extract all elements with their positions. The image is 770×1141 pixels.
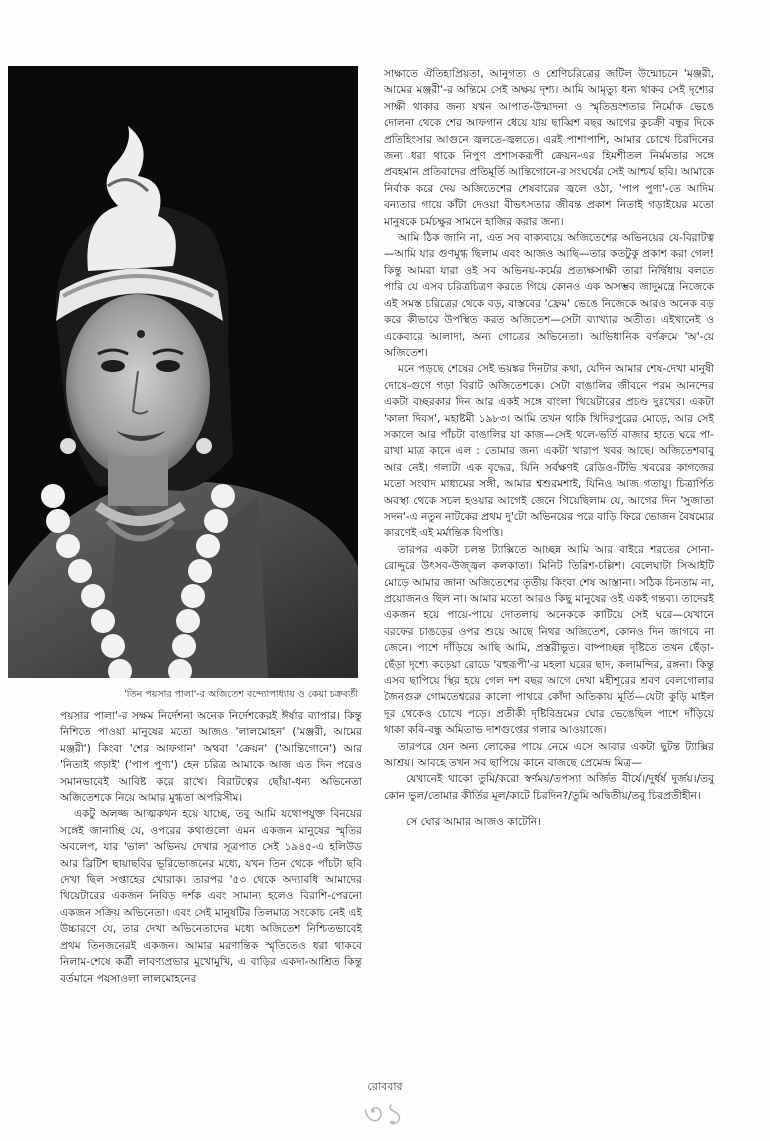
poem-quote: যেখানেই থাকো তুমি/করো স্বর্ণময়/তপস্যা অর্জিত বীর্যে।/দুর্ধর্ষ দুর্জয়।/তবু কোন ভুল/তোমার কীর্তির মূল/কাটে চিরদিন?/তুমি অদ্বিতীয়/তবু চিরপ্রতীহীন। <box>384 773 714 802</box>
paragraph: পয়সার পালা'-র সক্ষম নির্দেশনা অনেক নির্দেশকেরই ঈর্ষার ব্যাপার। কিন্তু নিশিতে পাওয়া মানুষের মতো আজও 'লালমোহন' ('মঞ্জরী, আমের মঞ্জরী') কিংবা 'শের আফগান' অথবা 'ক্রেয়ন' ('আন্তিগোনে') আর 'নিতাই গড়াই' ('পাপ পুণ্য') হেন চরিত্র আমাকে আজ এত দিন পরেও সমানভাবেই আবিষ্ট করে রাখে। বিরাটত্বের ছোঁয়া-ধন্য অভিনেতা অজিতেশকে নিয়ে আমার মুগ্ধতা অপরিসীম। <box>60 710 362 805</box>
paragraph: আমি ঠিক জানি না, এত সব বাক্যব্যয়ে অজিতেশের অভিনয়ের যে-বিরাটত্ব—আমি যার গুণমুগ্ধ ছিলাম এবং আজও আছি—তার কতটুকু প্রকাশ করা গেল! কিন্তু আমরা যারা ওই সব অভিনয়-কর্মের প্রত্যক্ষসাক্ষী তারা নির্দ্বিধায় বলতে পারি যে এসব চরিত্রচিত্রণ করতে গিয়ে কোনও এক অসম্ভব জাদুমন্ত্রে নিজেকে এই সমস্ত চরিত্রের থেকে বড়, বাস্তবের 'ফ্রেম' ভেঙে নিজেকে আরও অনেক বড় করে কীভাবে উপস্থিত করত অজিতেশ—সেটা ব্যাখ্যার অতীত। এইখানেই ও একেবারে আলাদা, অন্য গোত্রের অভিনেতা। আভিধানিক বর্ণক্রমে 'অ'-য়ে অজিতেশ। <box>384 232 714 359</box>
paragraph: একটু অলজ্জ আত্মকথন হয়ে যাচ্ছে, তবু আমি যথোপযুক্ত বিনয়ের সঙ্গেই জানাচ্ছি যে, ওপরের কথাগুলো এমন একজন মানুষের স্মৃতির অবলেপ, যার 'ভাল' অভিনয় দেখার সূত্রপাত সেই ১৯৪৫-এ হলিউড আর ব্রিটিশ ছায়াছবির ভূরিভোজনের মধ্যে, যখন তিন থেকে পাঁচটা ছবি দেখা ছিল সপ্তাহের খোরাক। তারপর '৫৩ থেকে অদ্যাবধি আমাদের থিয়েটারের একজন নিবিড় দর্শক এবং সামান্য হলেও বিরাশি-পেরনো একজন সক্রিয় অভিনেতা। এবং সেই মানুষটির তিলমাত্র সংকোচ নেই এই উচ্চারণে যে, তার দেখা অভিনেতাদের মধ্যে অজিতেশ নিশ্চিতভাবেই প্রথম তিনজনেরই একজন। আমার মরণান্তিক স্মৃতিতেও ধরা থাকবে নিলাম-শেষে কর্ত্রী লাবণ্যপ্রভার মুখোমুখি, এ বাড়ির একদা-আশ্রিত কিন্তু বর্তমানে পয়সাওলা লালমোহনের <box>60 808 362 985</box>
article-column-left <box>60 708 362 987</box>
paragraph: সাক্ষাতে ঐতিহ্যপ্রিয়তা, আনুগত্য ও শ্রেণিচরিত্রের জটিল উন্মোচনে 'মঞ্জরী, আমের মঞ্জরী'-র অন্তিমে সেই অক্ষয় দৃশ্য। আমি আমৃত্যু ধন্য থাকব সেই দৃশ্যের সাক্ষী থাকার জন্য যখন আপাত-উন্মাদনা ও স্মৃতিভ্রংশতার নির্মোক ভেঙে দোলনা থেকে শের আফগান ধেয়ে যায় ছাব্বিশ বছর আগের কুচক্রী বন্ধুর দিকে প্রতিহিংসার আগুনে জ্বলতে-জ্বলতে। এরই পাশাপাশি, আমার চোখে চিরদিনের জন্য ধরা থাকে নিপুণ প্রশাসকরূপী ক্রেয়ন-এর হিমশীতল নির্মমতার সঙ্গে প্রবহমান প্রতিবাদের প্রতিমূর্তি আন্তিগোনে-র সংঘর্ষের সেই আশ্চর্য ছবি। আমাকে নির্বাক করে দেয় অজিতেশের শেষবারের জ্বলে ওঠা, 'পাপ পুণ্য'-তে আদিম বন্যতার গায়ে কাঁটা দেওয়া বীভৎসতার জীবন্ত প্রকাশ নিতাই গড়াইয়ের মতো মানুষকে চর্মচক্ষুর সামনে হাজির করার জন্য। <box>384 68 714 228</box>
photo-portrait <box>8 66 358 678</box>
portrait-illustration <box>8 66 358 678</box>
magazine-name: রোববার <box>367 1080 403 1093</box>
page-number: ৩১ <box>363 1097 407 1132</box>
paragraph: তারপরে যেন অন্য লোকের পায়ে নেমে এসে আবার একটা ছুটন্ত ট্যাক্সির আশ্রয়। আবহে তখন সব ছাপিয়ে কানে বাজছে প্রেমেন্দ্র মিত্র— <box>384 740 714 770</box>
article-column-right <box>384 66 714 831</box>
closing-line: সে ঘোর আমার আজও কাটেনি। <box>406 816 541 829</box>
paragraph: তারপর একটা চলন্ত ট্যাক্সিতে আচ্ছন্ন আমি আর বাইরে শরতের সোনা-রোদ্দুরে উৎসব-উজ্জ্বল কলকাতা। মিনিট তিরিশ-চল্লিশ। বেলেঘাটা সিআইটি মোড়ে আমার জানা অজিতেশের তৃতীয় কিংবা শেষ আস্তানা। সঠিক চিনতাম না, প্রয়োজনও ছিল না। আমার মতো আরও কিছু মানুষের ওই একই গন্তব্য। তাদেরই একজন হয়ে পায়ে-পায়ে দোতলায় অনেককে কাটিয়ে সেই ঘরে—যেখানে বরফের চাঙড়ের ওপর শুয়ে আছে নিথর অজিতেশ, কোনও দিন জাগবে না জেনে। পাশে দাঁড়িয়ে আছি আমি, প্রস্তরীভূত। বাষ্পাচ্ছন্ন দৃষ্টিতে তখন ছেঁড়া-ছেঁড়া দৃশ্যে কড়েয়া রোডে 'বহুরূপী'-র মহলা ঘরের ছাদ, কলামন্দির, রঙ্গনা। কিন্তু এসব ছাপিয়ে স্থির হয়ে গেল দশ বছর আগে দেখা মহীশূরের শ্রবণ বেলগোলার জৈনগুরু গোমতেশ্বরের কালো পাথরে কোঁদা অতিকায় মূর্তি—যেটা কুড়ি মাইল দূর থেকেও চোখে পড়ে। প্রতীকী দৃষ্টিবিভ্রমের ঘোর ভেঙেছিল পাশে দাঁড়িয়ে থাকা কবি-বন্ধু অমিতাভ দাশগুপ্তের গলার আওয়াজে। <box>384 543 714 737</box>
photo-caption: 'তিন পয়সার পালা'-র অজিতেশ বন্দ্যোপাধ্যায় ও কেয়া চক্রবর্তী <box>124 689 358 700</box>
paragraph: মনে পড়ছে শেষের সেই ভয়ঙ্কর দিনটার কথা, যেদিন আমার শেষ-দেখা মানুষী দোষে-গুণে গড়া বিরাট অজিতেশকে। সেটা বাঙালির জীবনে পরম আনন্দের একটা বচ্ছরকার দিন আর একই সঙ্গে বাংলা থিয়েটারের প্রচণ্ড দুঃখের। একটা 'কালা দিবস', মহাষ্টমী ১৯৮৩। আমি তখন থাকি খিদিরপুরের মোড়ে, আর সেই সকালে আর পাঁচটা বাঙালির যা কাজ—সেই থলে-ভর্তি বাজার হাতে ঘরে পা-রাখা মাত্র কানে এল : তোমার জন্য একটা খারাপ খবর আছে। অজিতেশবাবু আর নেই। গলাটা এক বৃদ্ধের, যিনি সর্বক্ষণই রেডিও-টিভি খবরের কাগজের মতো সংবাদ মাধ্যমের সঙ্গী, আমার শ্বশুরমশাই, যিনিও আজ গতায়ু। চিত্রার্পিত অবস্থা থেকে সচল হওয়ার আগেই জেনে গিয়েছিলাম যে, আগের দিন 'সুজাতা সদন'-এ নতুন নাটকের প্রথম দু'টো অভিনয়ের পরে বাড়ি ফিরে ভোজন বৈষম্যের কারণেই এই মর্মান্তিক বিপত্তি। <box>384 363 714 540</box>
